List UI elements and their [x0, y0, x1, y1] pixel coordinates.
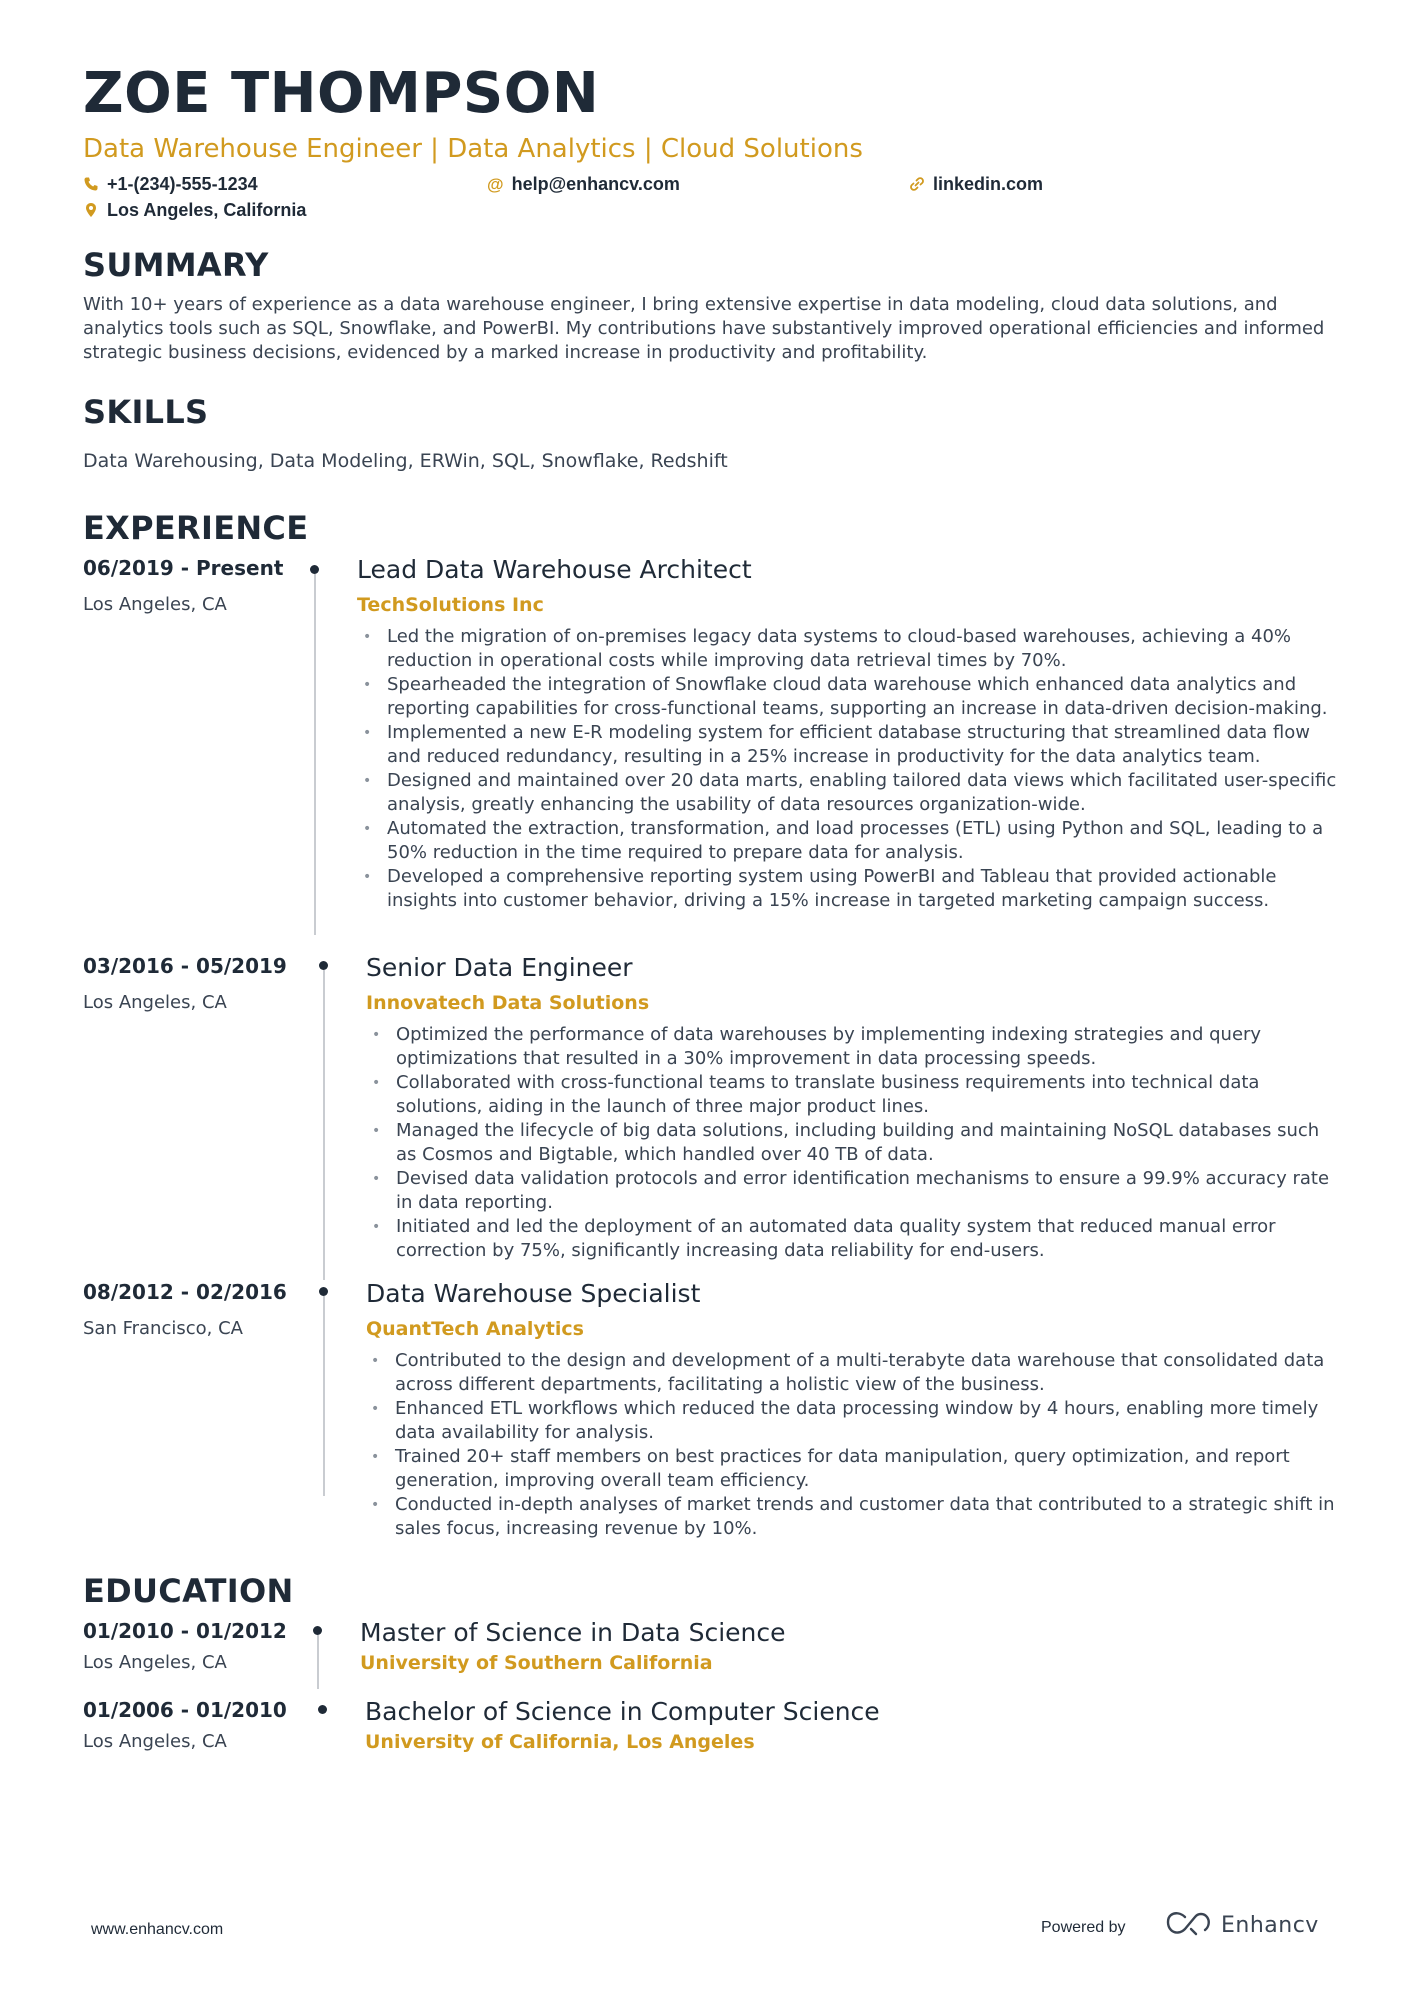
timeline-dot — [318, 1705, 327, 1714]
contact-phone[interactable] — [83, 175, 258, 193]
bullet-item: • Managed the lifecycle of big data solutions, including building and maintaining NoSQL databases such as Cosmos and Bigtable, which handled over 40 TB of data. — [369, 1119, 1339, 1167]
entry-company: QuantTech Analytics — [366, 1318, 584, 1340]
footer-website-link[interactable]: www.enhancv.com — [91, 1921, 224, 1938]
entry-date: 01/2006 - 01/2010 — [83, 1698, 287, 1722]
bullet-item: • Enhanced ETL workflows which reduced the data processing window by 4 hours, enabling more timely data availability for analysis. — [368, 1397, 1338, 1445]
bullet-item: • Designed and maintained over 20 data marts, enabling tailored data views which facilitated user-specific analysis, greatly enhancing the usability of data resources organization-wide. — [360, 769, 1340, 817]
footer-powered-by: Powered by — [1041, 1919, 1126, 1936]
entry-role: Lead Data Warehouse Architect — [357, 555, 752, 584]
enhancv-logo-icon — [1165, 1910, 1211, 1941]
entry-location: Los Angeles, CA — [83, 1731, 227, 1752]
location-pin-icon — [83, 202, 99, 218]
education-heading: EDUCATION — [83, 1572, 294, 1610]
entry-location: San Francisco, CA — [83, 1318, 243, 1339]
skills-heading: SKILLS — [83, 393, 209, 431]
enhancv-logo[interactable] — [1165, 1910, 1319, 1941]
entry-bullets — [360, 625, 1340, 913]
bullet-item: • Trained 20+ staff members on best practices for data manipulation, query optimization, and report generation, improving overall team efficiency. — [368, 1445, 1338, 1493]
education-degree: Bachelor of Science in Computer Science — [365, 1697, 880, 1726]
link-icon — [909, 176, 925, 192]
summary-text: With 10+ years of experience as a data warehouse engineer, I bring extensive expertise in data modeling, cloud data solutions, and analytics tools such as SQL, Snowflake, and PowerBI. My contributions have substantively improved operational efficiencies and informed strategic business decisions, evidenced by a marked increase in productivity and profitability. — [83, 294, 1325, 363]
entry-role: Data Warehouse Specialist — [366, 1279, 701, 1308]
bullet-item: • Automated the extraction, transformation, and load processes (ETL) using Python and SQL, leading to a 50% reduction in the time required to prepare data for analysis. — [360, 817, 1340, 865]
education-degree: Master of Science in Data Science — [360, 1618, 786, 1647]
entry-location: Los Angeles, CA — [83, 594, 227, 615]
bullet-item: • Conducted in-depth analyses of market trends and customer data that contributed to a strategic shift in sales focus, increasing revenue by 10%. — [368, 1493, 1338, 1541]
entry-company: Innovatech Data Solutions — [366, 992, 650, 1014]
entry-date: 06/2019 - Present — [83, 556, 284, 580]
entry-bullets — [369, 1023, 1339, 1263]
entry-bullets — [368, 1349, 1338, 1541]
entry-location: Los Angeles, CA — [83, 1652, 227, 1673]
entry-date: 01/2010 - 01/2012 — [83, 1619, 287, 1643]
bullet-item: • Optimized the performance of data warehouses by implementing indexing strategies and query optimizations that resulted in a 30% improvement in data processing speeds. — [369, 1023, 1339, 1071]
bullet-item: • Led the migration of on-premises legacy data systems to cloud-based warehouses, achieving a 40% reduction in operational costs while improving data retrieval times by 70%. — [360, 625, 1340, 673]
entry-company: TechSolutions Inc — [357, 594, 544, 616]
phone-text: +1-(234)-555-1234 — [107, 174, 258, 194]
contact-location — [83, 201, 306, 219]
summary-heading: SUMMARY — [83, 246, 269, 284]
timeline-line — [323, 970, 325, 1280]
bullet-item: • Collaborated with cross-functional teams to translate business requirements into technical data solutions, aiding in the launch of three major product lines. — [369, 1071, 1339, 1119]
at-icon: @ — [487, 174, 504, 194]
timeline-dot — [310, 565, 319, 574]
entry-date: 03/2016 - 05/2019 — [83, 954, 287, 978]
website-text: linkedin.com — [933, 174, 1044, 194]
education-school: University of Southern California — [360, 1652, 713, 1674]
contact-email[interactable] — [487, 175, 680, 193]
bullet-item: • Contributed to the design and development of a multi-terabyte data warehouse that consolidated data across different departments, facilitating a holistic view of the business. — [368, 1349, 1338, 1397]
skills-list: Data Warehousing, Data Modeling, ERWin, SQL, Snowflake, Redshift — [83, 450, 728, 472]
experience-heading: EXPERIENCE — [83, 509, 309, 547]
timeline-dot — [319, 1287, 328, 1296]
timeline-line — [317, 1635, 319, 1689]
timeline-line — [314, 574, 316, 935]
brand-name: Enhancv — [1221, 1913, 1319, 1938]
education-school: University of California, Los Angeles — [365, 1731, 755, 1753]
timeline-line — [323, 1296, 325, 1496]
entry-date: 08/2012 - 02/2016 — [83, 1280, 287, 1304]
bullet-item: • Implemented a new E-R modeling system for efficient database structuring that streamlined data flow and reduced redundancy, resulting in a 25% increase in productivity for the data analytics team. — [360, 721, 1340, 769]
entry-role: Senior Data Engineer — [366, 953, 633, 982]
phone-icon — [83, 176, 99, 192]
contact-website[interactable] — [909, 175, 1043, 193]
entry-location: Los Angeles, CA — [83, 992, 227, 1013]
timeline-dot — [313, 1626, 322, 1635]
location-text: Los Angeles, California — [107, 200, 307, 220]
bullet-item: • Developed a comprehensive reporting system using PowerBI and Tableau that provided actionable insights into customer behavior, driving a 15% increase in targeted marketing campaign success. — [360, 865, 1340, 913]
timeline-dot — [319, 961, 328, 970]
bullet-item: • Initiated and led the deployment of an automated data quality system that reduced manual error correction by 75%, significantly increasing data reliability for end-users. — [369, 1215, 1339, 1263]
bullet-item: • Devised data validation protocols and error identification mechanisms to ensure a 99.9% accuracy rate in data reporting. — [369, 1167, 1339, 1215]
headline: Data Warehouse Engineer | Data Analytics | Cloud Solutions — [83, 134, 863, 164]
bullet-item: • Spearheaded the integration of Snowflake cloud data warehouse which enhanced data analytics and reporting capabilities for cross-functional teams, supporting an increase in data-driven decision-making. — [360, 673, 1340, 721]
email-text: help@enhancv.com — [511, 174, 680, 194]
candidate-name: ZOE THOMPSON — [83, 61, 600, 126]
